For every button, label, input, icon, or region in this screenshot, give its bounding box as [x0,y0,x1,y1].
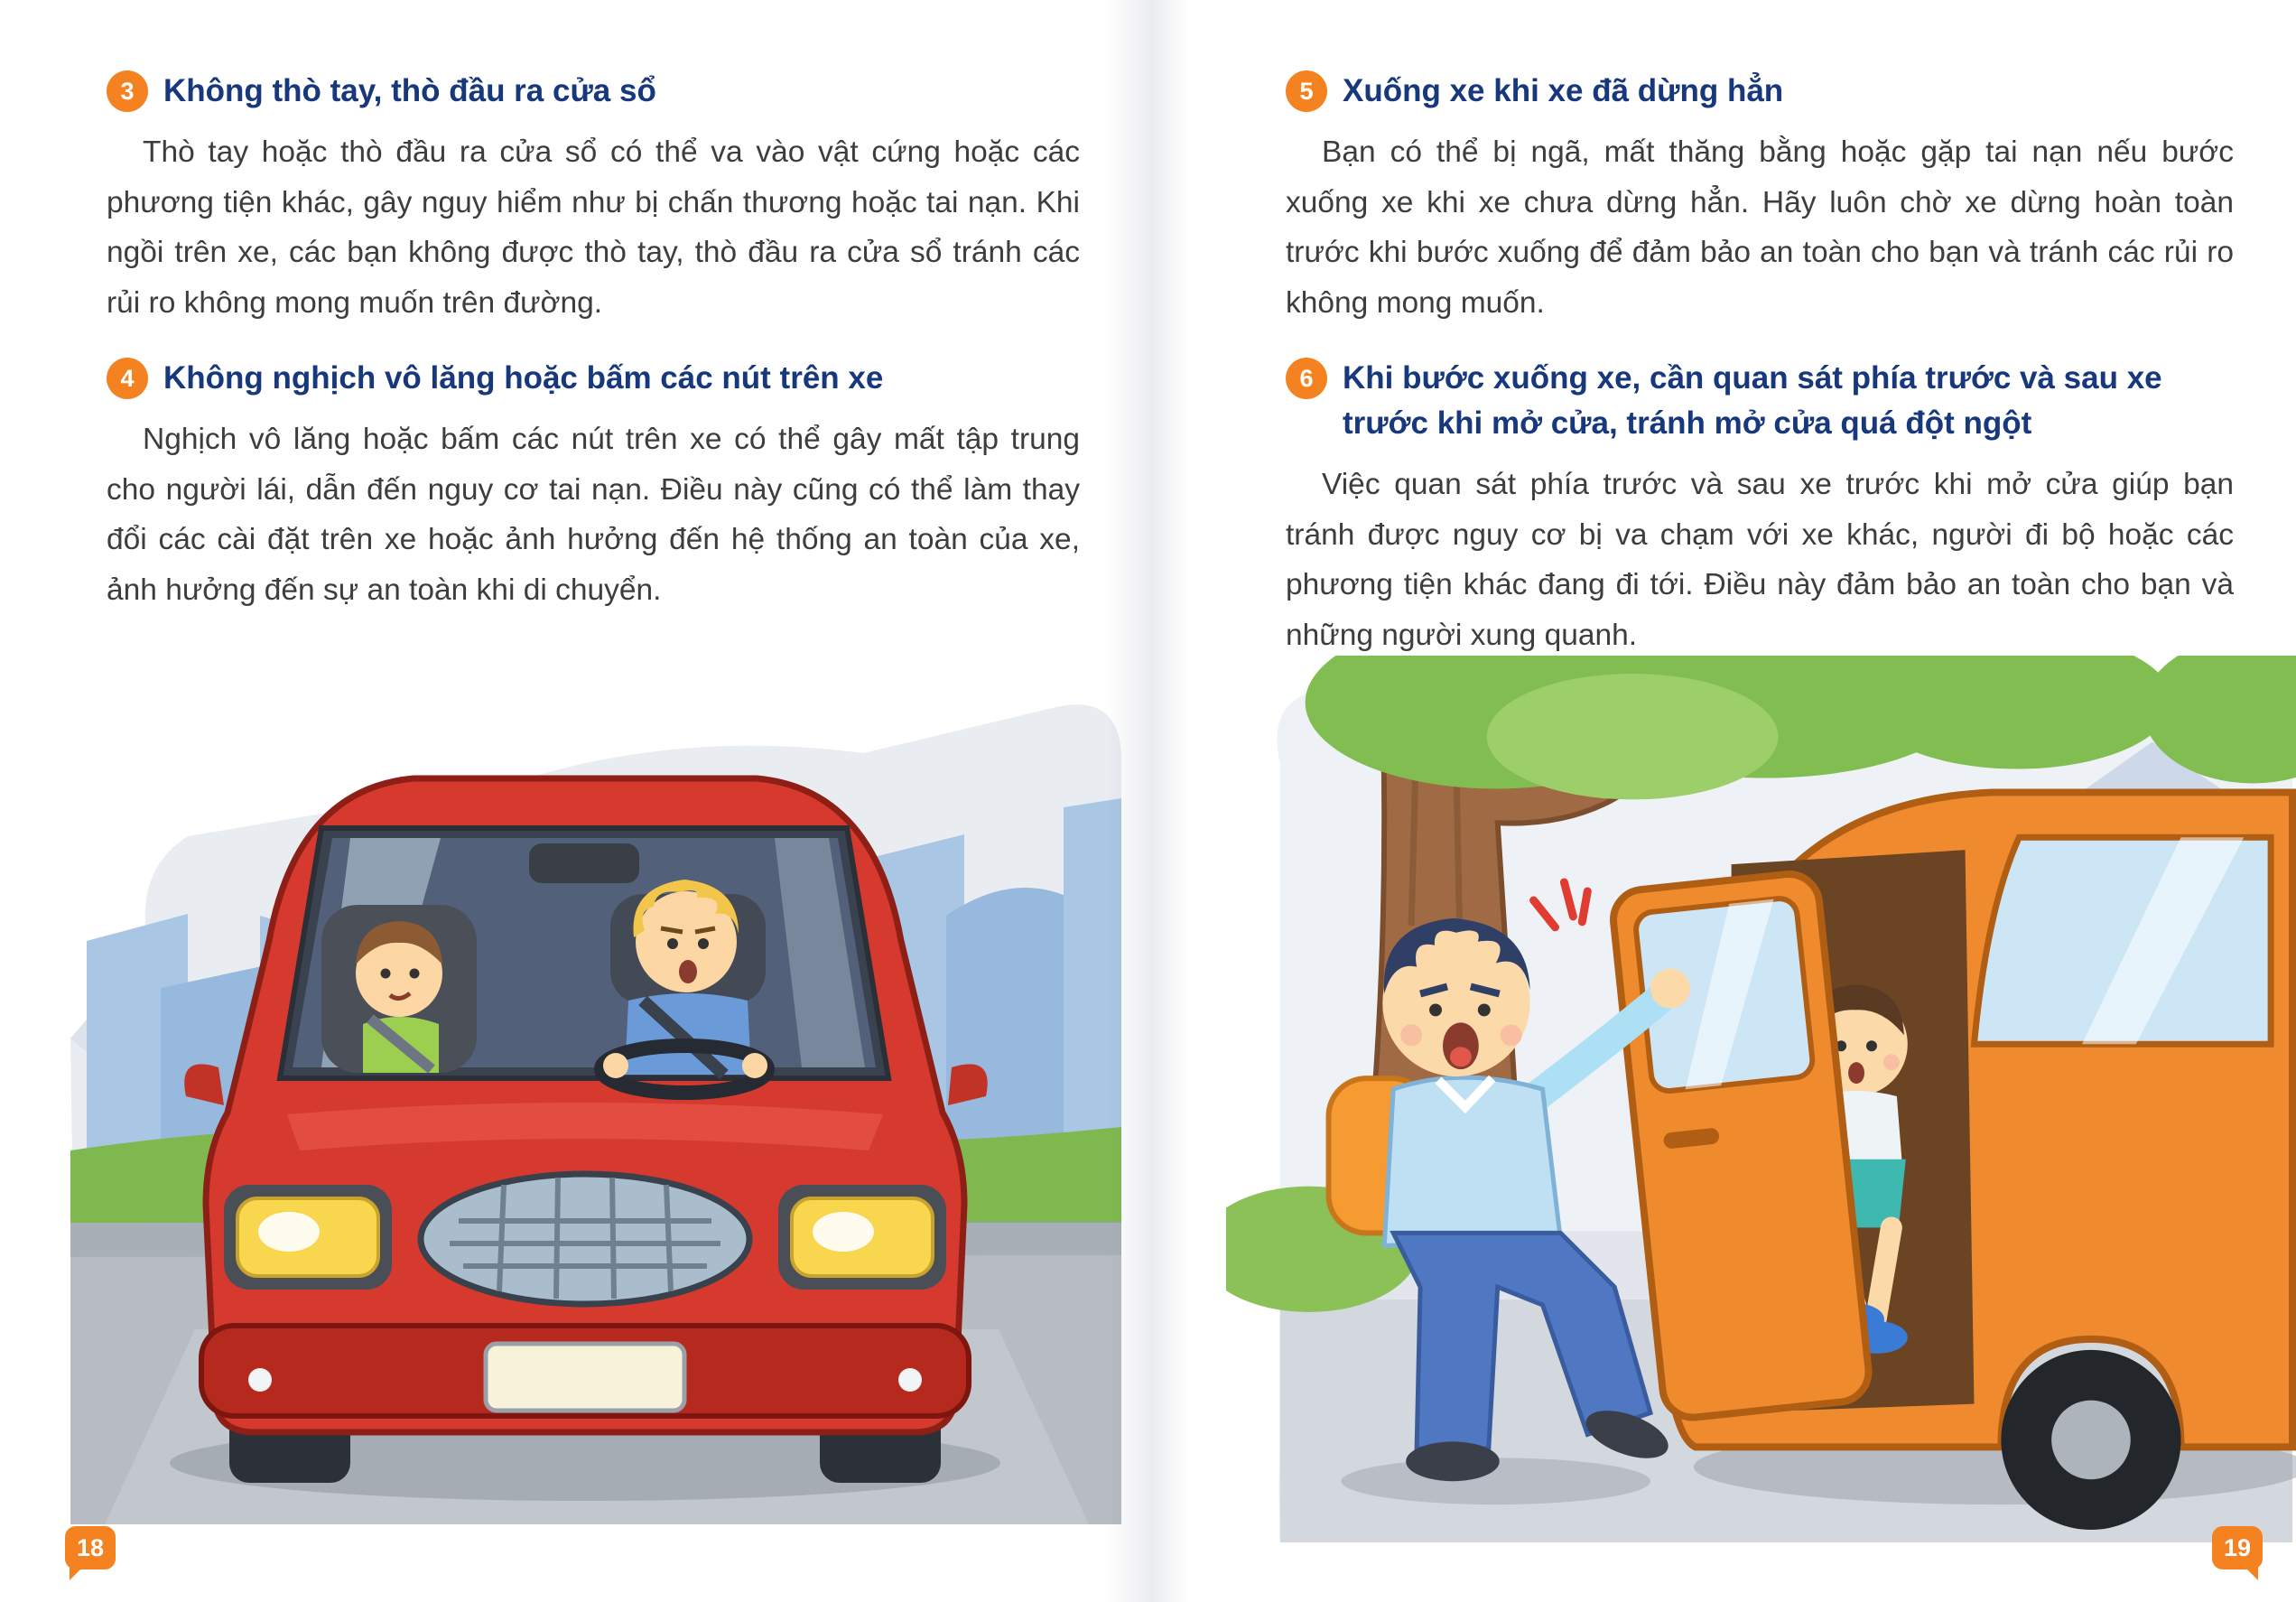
child-passenger [321,905,477,1073]
section-title: Không nghịch vô lăng hoặc bấm các nút trên xe [163,360,884,396]
rearview-mirror [529,843,639,883]
driver [601,880,767,1093]
section-body: Bạn có thể bị ngã, mất thăng bằng hoặc gặp tai nạn nếu bước xuống xe khi xe chưa dừng hẳn. Hãy luôn chờ xe dừng hoàn toàn trước khi bước xuống để đảm bảo an toàn cho bạn và tránh các rủi ro không mong muốn. [1286,135,2234,320]
fog-light-right [898,1368,922,1392]
page-number-badge-left: 18 [65,1526,116,1569]
red-car-scene [51,643,1127,1528]
section-body: Nghịch vô lăng hoặc bấm các nút trên xe có thể gây mất tập trung cho người lái, dẫn đến nguy cơ tai nạn. Điều này cũng có thể làm thay đổi các cài đặt trên xe hoặc ảnh hưởng đến hệ thống an toàn của xe, ảnh hưởng đến sự an toàn khi di chuyển. [107,423,1080,607]
right-page-text-column [1286,69,2234,688]
section-title: Không thò tay, thò đầu ra cửa sổ [163,73,656,108]
illustration-red-car-front [51,643,1127,1532]
section-3-heading [107,69,1080,114]
orange-car-scene [1226,656,2296,1546]
section-4-heading [107,356,1080,401]
orange-car [1611,792,2292,1530]
section-title: Xuống xe khi xe đã dừng hẳn [1343,73,1784,108]
shoe [1406,1441,1500,1481]
hand [1650,969,1690,1009]
section-4 [107,356,1080,615]
section-body: Việc quan sát phía trước và sau xe trước khi mở cửa giúp bạn tránh được nguy cơ bị va chạm với xe khác, người đi bộ hoặc các phương tiện khác đang đi tới. Điều này đảm bảo an toàn cho bạn và những người xung quanh. [1286,468,2234,652]
section-6 [1286,356,2234,660]
headlight-right [778,1185,946,1290]
section-number-badge: 6 [1286,358,1327,399]
fog-light-left [248,1368,272,1392]
license-plate [486,1344,684,1411]
headlight-left [224,1185,392,1290]
section-6-heading [1286,356,2234,446]
section-body: Thò tay hoặc thò đầu ra cửa sổ có thể va vào vật cứng hoặc các phương tiện khác, gây nguy hiểm như bị chấn thương hoặc tai nạn. Khi ngồi trên xe, các bạn không được thò tay, thò đầu ra cửa sổ tránh các rủi ro không mong muốn trên đường. [107,135,1080,320]
grille [421,1174,749,1304]
section-number-badge: 3 [107,70,148,112]
illustration-orange-car-exit [1226,656,2296,1551]
section-5 [1286,69,2234,328]
section-3 [107,69,1080,328]
section-number-badge: 4 [107,358,148,399]
section-title: Khi bước xuống xe, cần quan sát phía trước và sau xe trước khi mở cửa, tránh mở cửa quá đột ngột [1343,360,2162,441]
left-page-text-column [107,69,1080,643]
section-number-badge: 5 [1286,70,1327,112]
page-number-badge-right: 19 [2212,1526,2263,1569]
wheel-hub [2051,1401,2131,1480]
section-5-heading [1286,69,2234,114]
